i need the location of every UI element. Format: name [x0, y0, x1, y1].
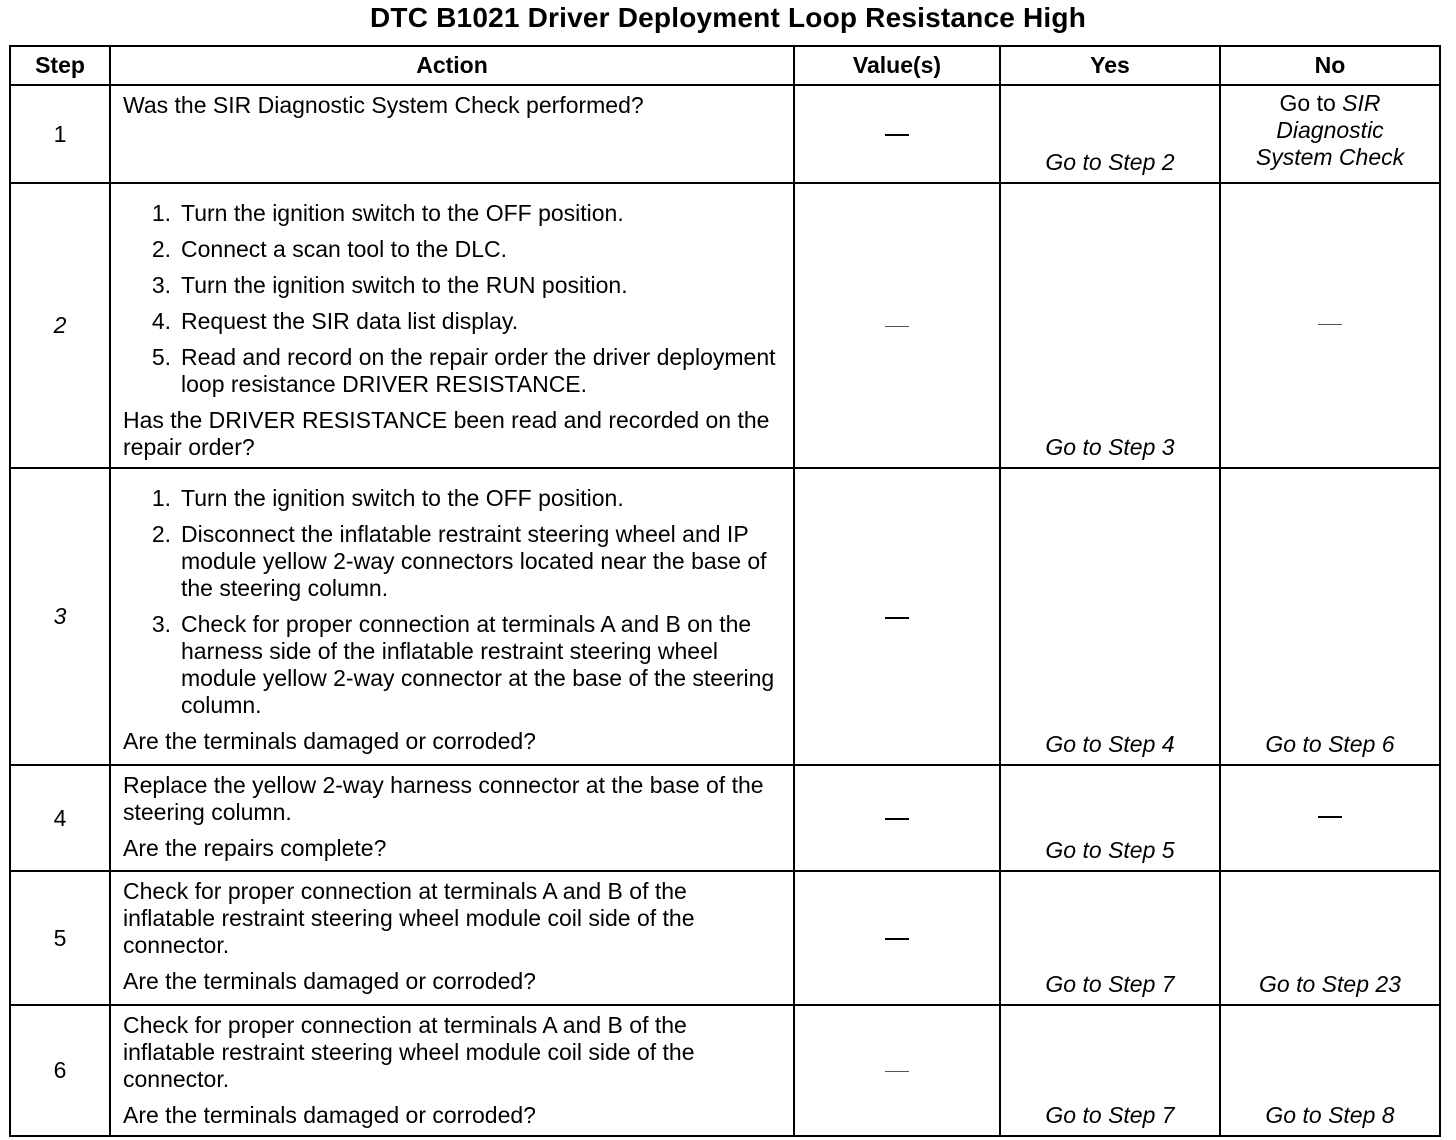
action-cell — [110, 871, 794, 1005]
action-question: Has the DRIVER RESISTANCE been read and recorded on the repair order? — [123, 407, 770, 460]
no-cell — [1220, 85, 1440, 183]
no-link: Diagnostic — [1276, 117, 1384, 143]
table-row — [10, 85, 1440, 183]
dash — [885, 326, 909, 327]
action-question: Are the terminals damaged or corroded? — [123, 968, 536, 994]
action-text: Replace the yellow 2-way harness connector at the base of the steering column. — [123, 772, 764, 825]
yes-cell: Go to Step 4 — [1000, 468, 1220, 765]
action-text: Check for proper connection at terminals A and B of the inflatable restraint steering wheel module coil side of the connector. — [123, 1012, 695, 1092]
action-cell — [110, 765, 794, 871]
no-link: SIR — [1342, 90, 1381, 116]
dash — [885, 938, 909, 940]
dash — [885, 134, 909, 136]
yes-cell: Go to Step 7 — [1000, 871, 1220, 1005]
value-cell — [794, 765, 1000, 871]
no-cell: Go to Step 6 — [1220, 468, 1440, 765]
yes-cell: Go to Step 3 — [1000, 183, 1220, 468]
list-item: 5. Read and record on the repair order the driver deployment loop resistance DRIVER RESISTANCE. — [151, 344, 776, 397]
header-action: Action — [110, 46, 794, 85]
step-number: 3 — [10, 468, 110, 765]
action-list — [123, 200, 781, 398]
step-number: 4 — [10, 765, 110, 871]
table-row — [10, 183, 1440, 468]
table-row — [10, 765, 1440, 871]
header-step: Step — [10, 46, 110, 85]
action-question: Are the terminals damaged or corroded? — [123, 1102, 536, 1128]
list-item: 3. Turn the ignition switch to the RUN position. — [151, 272, 628, 298]
action-cell — [110, 85, 794, 183]
no-cell: Go to Step 23 — [1220, 871, 1440, 1005]
step-number: 5 — [10, 871, 110, 1005]
header-values: Value(s) — [794, 46, 1000, 85]
action-text: Check for proper connection at terminals A and B of the inflatable restraint steering wheel module coil side of the connector. — [123, 878, 695, 958]
no-link: System Check — [1255, 144, 1405, 170]
list-item: 1. Turn the ignition switch to the OFF position. — [151, 200, 624, 226]
step-number: 1 — [10, 85, 110, 183]
list-item: 4. Request the SIR data list display. — [151, 308, 519, 334]
action-text: Was the SIR Diagnostic System Check performed? — [123, 92, 644, 118]
list-item: 2. Disconnect the inflatable restraint steering wheel and IP module yellow 2-way connectors located near the base of the steering column. — [151, 521, 767, 601]
no-cell: Go to Step 8 — [1220, 1005, 1440, 1136]
page-title: DTC B1021 Driver Deployment Loop Resistance High — [370, 2, 1086, 33]
header-yes: Yes — [1000, 46, 1220, 85]
table-row — [10, 1005, 1440, 1136]
list-item: 1. Turn the ignition switch to the OFF position. — [151, 485, 624, 511]
action-cell — [110, 1005, 794, 1136]
dash — [885, 617, 909, 619]
table-row — [10, 468, 1440, 765]
action-list — [123, 485, 781, 719]
value-cell — [794, 85, 1000, 183]
no-prefix: Go to — [1279, 90, 1336, 116]
yes-cell: Go to Step 5 — [1000, 765, 1220, 871]
dash — [885, 818, 909, 820]
step-number: 2 — [10, 183, 110, 468]
header-no: No — [1220, 46, 1440, 85]
value-cell — [794, 871, 1000, 1005]
dash — [885, 1071, 909, 1072]
list-item: 2. Connect a scan tool to the DLC. — [151, 236, 508, 262]
list-item: 3. Check for proper connection at terminals A and B on the harness side of the inflatable restraint steering wheel module yellow 2-way connector at the base of the steering column. — [151, 611, 775, 718]
dash — [1318, 816, 1342, 818]
diagnostic-table — [9, 45, 1441, 1137]
value-cell — [794, 1005, 1000, 1136]
action-question: Are the repairs complete? — [123, 835, 387, 861]
value-cell — [794, 183, 1000, 468]
yes-cell: Go to Step 7 — [1000, 1005, 1220, 1136]
no-cell — [1220, 183, 1440, 468]
action-cell — [110, 183, 794, 468]
header-row — [10, 46, 1440, 85]
table-row — [10, 871, 1440, 1005]
yes-cell: Go to Step 2 — [1000, 85, 1220, 183]
no-cell — [1220, 765, 1440, 871]
action-cell — [110, 468, 794, 765]
value-cell — [794, 468, 1000, 765]
step-number: 6 — [10, 1005, 110, 1136]
dash — [1318, 324, 1342, 325]
action-question: Are the terminals damaged or corroded? — [123, 728, 536, 754]
